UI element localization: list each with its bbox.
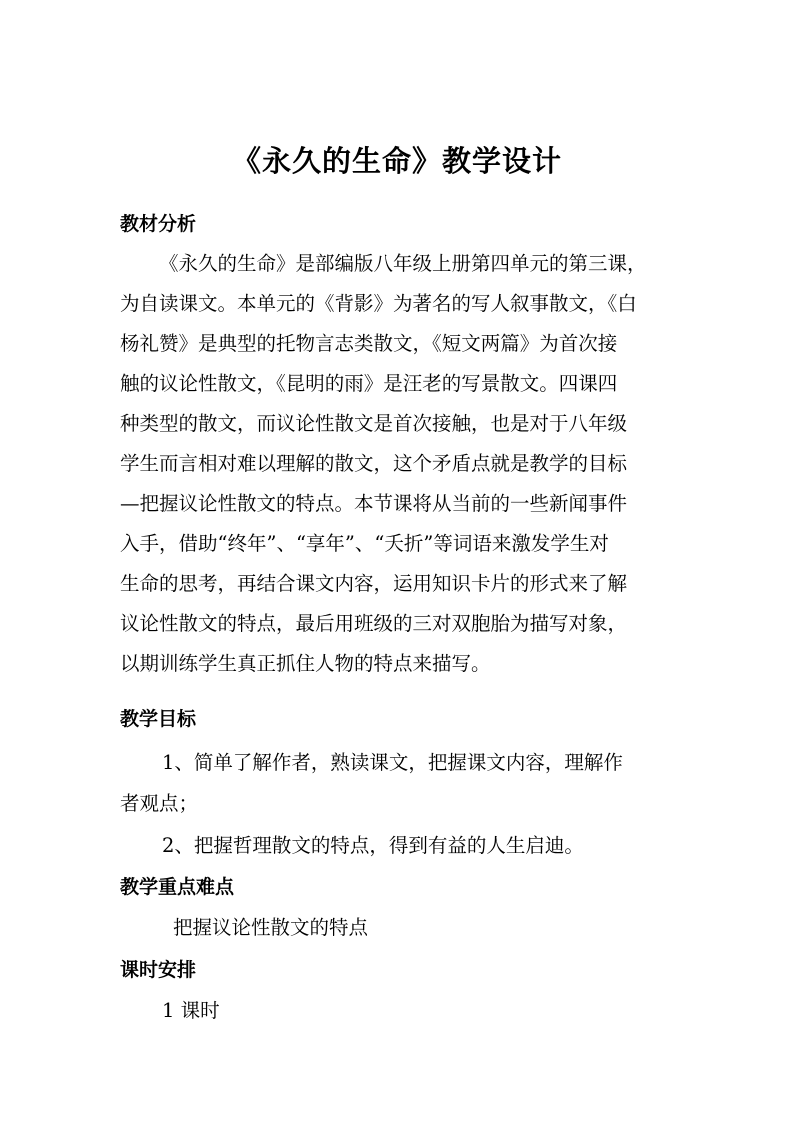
- section-heading-keypoints: 教学重点难点: [120, 876, 235, 898]
- section-heading-analysis: 教材分析: [120, 213, 197, 235]
- analysis-line: 《永久的生命》是部编版八年级上册第四单元的第三课，: [159, 252, 647, 275]
- keypoints-line: 把握议论性散文的特点: [173, 916, 369, 939]
- analysis-line: 学生而言相对难以理解的散文，这个矛盾点就是教学的目标: [120, 452, 628, 475]
- analysis-line: 生命的思考，再结合课文内容，运用知识卡片的形式来了解: [120, 572, 628, 595]
- analysis-line: —把握议论性散文的特点。本节课将从当前的一些新闻事件: [120, 492, 628, 515]
- section-heading-goals: 教学目标: [120, 708, 197, 730]
- schedule-line: 1 课时: [162, 999, 220, 1022]
- analysis-line: 议论性散文的特点，最后用班级的三对双胞胎为描写对象，: [120, 612, 628, 635]
- analysis-line: 以期训练学生真正抓住人物的特点来描写。: [120, 652, 491, 675]
- analysis-line: 为自读课文。本单元的《背影》为著名的写人叙事散文，《白: [120, 292, 637, 315]
- document-title: 《永久的生命》教学设计: [231, 144, 562, 178]
- section-heading-schedule: 课时安排: [120, 959, 197, 981]
- analysis-line: 入手，借助“终年”、“享年”、“夭折”等词语来激发学生对: [120, 532, 609, 555]
- analysis-line: 触的议论性散文，《昆明的雨》是汪老的写景散文。四课四: [120, 372, 618, 395]
- goals-line: 者观点；: [120, 792, 199, 815]
- goals-line: 2、把握哲理散文的特点，得到有益的人生启迪。: [162, 834, 584, 857]
- analysis-line: 种类型的散文，而议论性散文是首次接触，也是对于八年级: [120, 412, 628, 435]
- goals-line: 1、简单了解作者，熟读课文，把握课文内容，理解作: [162, 751, 623, 774]
- analysis-line: 杨礼赞》是典型的托物言志类散文，《短文两篇》为首次接: [120, 332, 618, 355]
